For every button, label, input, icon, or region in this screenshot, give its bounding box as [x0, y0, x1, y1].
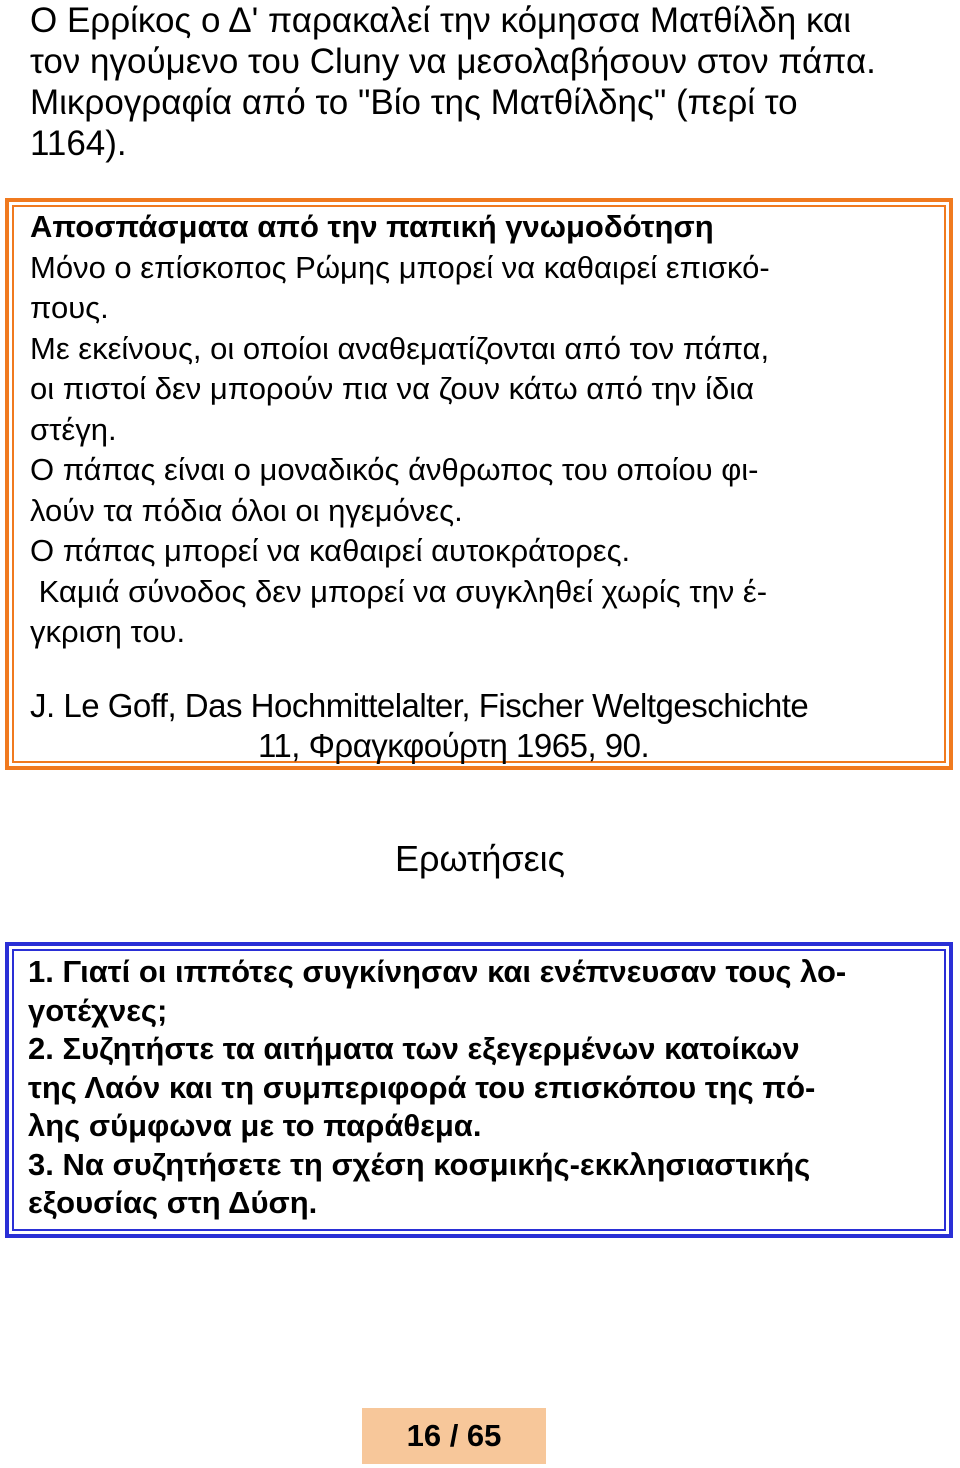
excerpt-line: λούν τα πόδια όλοι οι ηγεμόνες. — [30, 492, 463, 528]
excerpt-line: Μόνο ο επίσκοπος Ρώμης μπορεί να καθαιρεί επισκό- — [30, 249, 770, 285]
excerpt-line: Ο πάπας μπορεί να καθαιρεί αυτοκράτορες. — [30, 533, 631, 568]
caption-line: Ο Ερρίκος ο Δ' παρακαλεί την κόμησσα Ματθίλδη και — [30, 1, 852, 40]
caption-line: 1164). — [30, 124, 127, 163]
excerpt-line: οι πιστοί δεν μπορούν πια να ζουν κάτω από την ίδια — [30, 371, 755, 406]
excerpt-line: γκριση του. — [30, 614, 186, 649]
citation-line: 11, Φραγκφούρτη 1965, 90. — [258, 727, 650, 764]
page-indicator: 16 / 65 — [362, 1408, 546, 1464]
question-line: 1. Γιατί οι ιππότες συγκίνησαν και ενέπνευσαν τους λο- — [28, 954, 847, 989]
caption-line: τον ηγούμενο του Cluny να μεσολαβήσουν στον πάπα. — [30, 42, 876, 81]
question-line: 3. Να συζητήσετε τη σχέση κοσμικής-εκκλησιαστικής — [28, 1146, 811, 1182]
spacer — [30, 653, 930, 686]
caption-line: Μικρογραφία από το "Βίο της Ματθίλδης" (περί το — [30, 83, 798, 122]
question-line: λης σύμφωνα με το παράθεμα. — [28, 1108, 482, 1143]
question-line: εξουσίας στη Δύση. — [28, 1185, 318, 1220]
questions-heading: Ερωτήσεις — [395, 838, 565, 879]
question-line: 2. Συζητήστε τα αιτήματα των εξεγερμένων κατοίκων — [28, 1031, 800, 1066]
excerpt-line: στέγη. — [30, 411, 117, 447]
question-line: της Λαόν και τη συμπεριφορά του επισκόπου της πό- — [28, 1069, 816, 1105]
excerpt-line: Ο πάπας είναι ο μοναδικός άνθρωπος του οποίου φι- — [30, 452, 759, 487]
question-line: γοτέχνες; — [28, 992, 168, 1028]
image-caption — [30, 0, 930, 164]
excerpt-heading: Αποσπάσματα από την παπική γνωμοδότηση — [30, 209, 714, 244]
citation-line: J. Le Goff, Das Hochmittelalter, Fischer Weltgeschichte — [30, 686, 809, 724]
excerpt-line: Με εκείνους, οι οποίοι αναθεματίζονται από τον πάπα, — [30, 330, 770, 366]
questions-list — [28, 953, 933, 1223]
excerpt-line: Καμιά σύνοδος δεν μπορεί να συγκληθεί χωρίς την έ- — [30, 573, 768, 609]
excerpt-line: πους. — [30, 290, 109, 325]
excerpt-content — [30, 207, 930, 767]
